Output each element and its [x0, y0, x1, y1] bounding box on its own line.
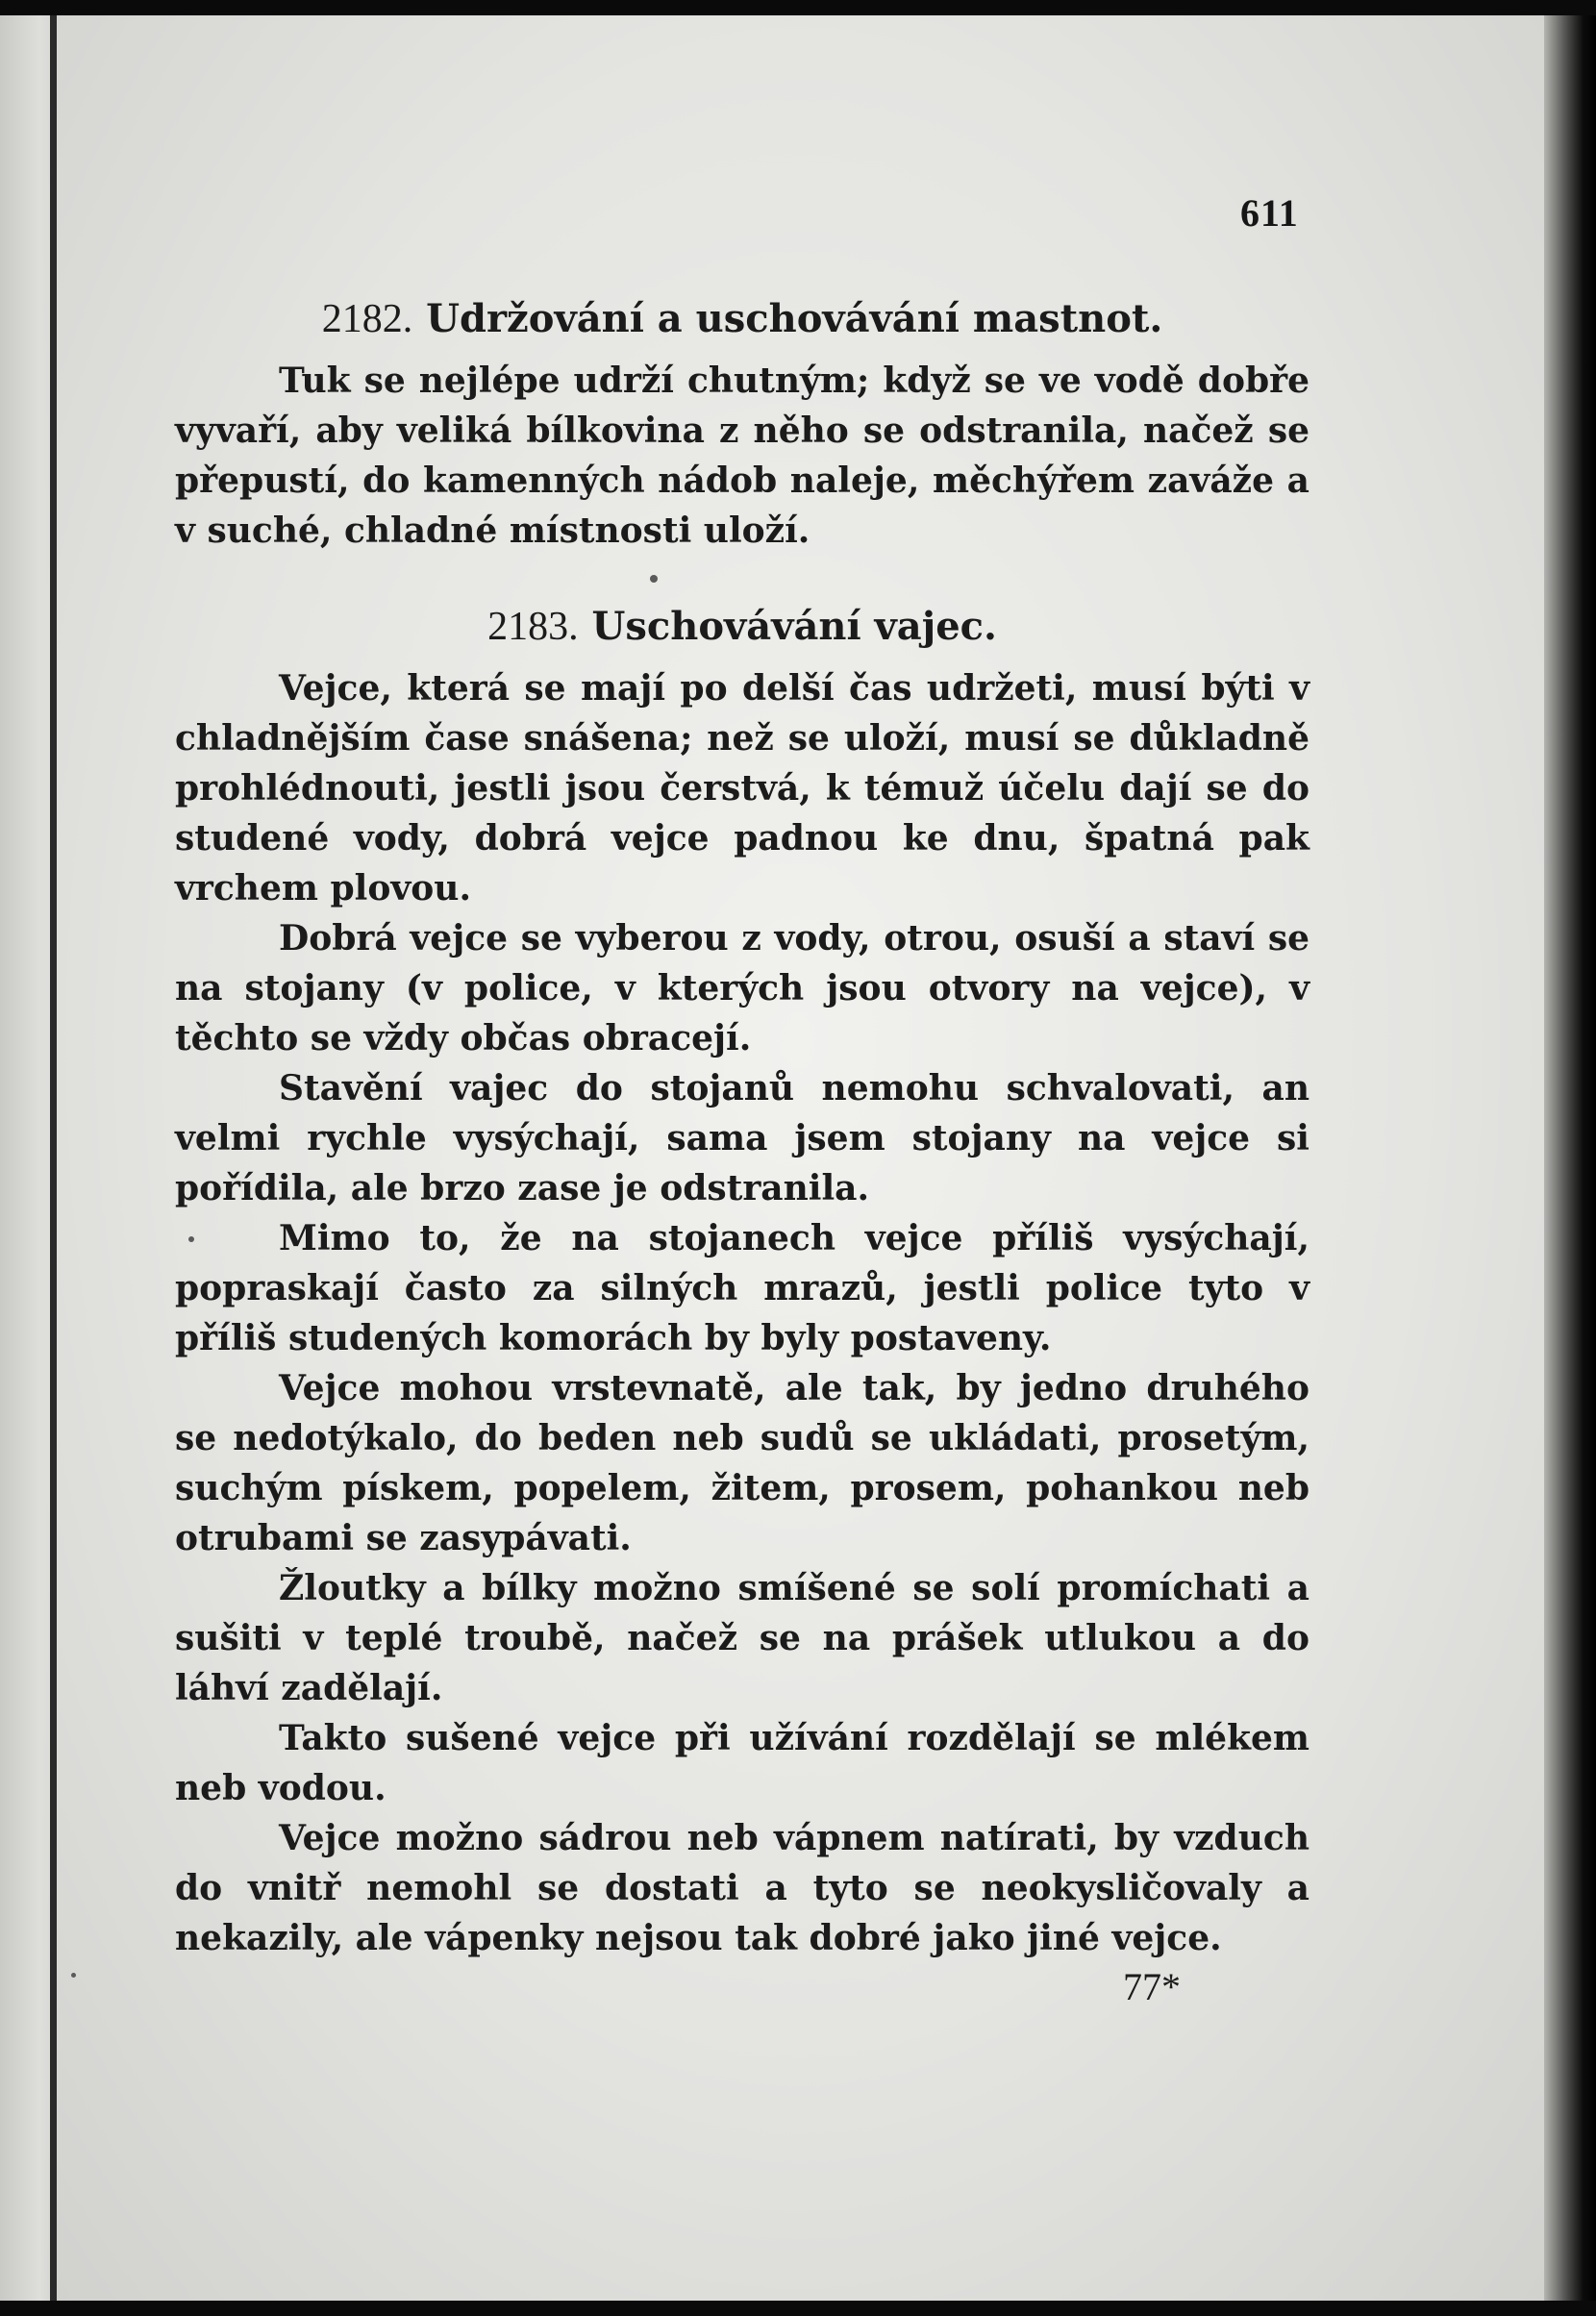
paragraph: Dobrá vejce se vyberou z vody, otrou, osuší a staví se na stojany (v police, v kterých jsou otvory na vejce), v těchto se vždy občas obracejí.	[175, 918, 1309, 1058]
print-speck	[71, 1973, 76, 1978]
paragraph: Vejce mohou vrstevnatě, ale tak, by jedno druhého se nedotýkalo, do beden neb sudů se ukládati, prosetým, suchým pískem, popelem, žitem, prosem, pohankou neb otrubami se zasypávati.	[175, 1368, 1309, 1558]
section-heading	[175, 600, 1309, 654]
section-number: 2183.	[487, 605, 579, 649]
page-left-edge	[0, 0, 58, 2316]
printer-signature-mark: 77*	[1123, 1965, 1181, 2008]
paragraph: Tuk se nejlépe udrží chutným; když se ve vodě dobře vyvaří, aby veliká bílkovina z něho se odstranila, načež se přepustí, do kamenných nádob naleje, měchýřem zaváže a v suché, chladné místnosti uloží.	[175, 361, 1309, 551]
page-gutter-line	[50, 0, 57, 2316]
paragraph: Mimo to, že na stojanech vejce příliš vysýchají, popraskají často za silných mrazů, jestli police tyto v příliš studených komorách by byly postaveny.	[175, 1218, 1309, 1358]
section-number: 2182.	[321, 297, 413, 341]
paragraph: Žloutky a bílky možno smíšené se solí promíchati a sušiti v teplé troubě, načež se na prášek utlukou a do láhví zadělají.	[175, 1568, 1309, 1708]
section-heading	[175, 292, 1309, 346]
paragraph: Vejce, která se mají po delší čas udržeti, musí býti v chladnějším čase snášena; než se uloží, musí se důkladně prohlédnouti, jestli jsou čerstvá, k témuž účelu dají se do studené vody, dobrá vejce padnou ke dnu, špatná pak vrchem plovou.	[175, 668, 1309, 909]
section-body	[175, 356, 1309, 556]
page-number: 611	[1240, 191, 1299, 235]
scan-top-border	[0, 0, 1596, 15]
page-body	[175, 292, 1309, 2009]
paragraph: Takto sušené vejce při užívání rozdělají se mlékem neb vodou.	[175, 1718, 1309, 1808]
section-title: Udržování a uschovávání mastnot.	[426, 296, 1163, 341]
page-right-edge	[1544, 0, 1596, 2316]
section-body	[175, 663, 1309, 1963]
section-title: Uschovávání vajec.	[591, 604, 997, 649]
paragraph: Vejce možno sádrou neb vápnem natírati, by vzduch do vnitř nemohl se dostati a tyto se neokysličovaly a nekazily, ale vápenky nejsou tak dobré jako jiné vejce.	[175, 1818, 1309, 1958]
scan-bottom-border	[0, 2301, 1596, 2316]
paragraph: Stavění vajec do stojanů nemohu schvalovati, an velmi rychle vysýchají, sama jsem stojany na vejce si pořídila, ale brzo zase je odstranila.	[175, 1068, 1309, 1208]
